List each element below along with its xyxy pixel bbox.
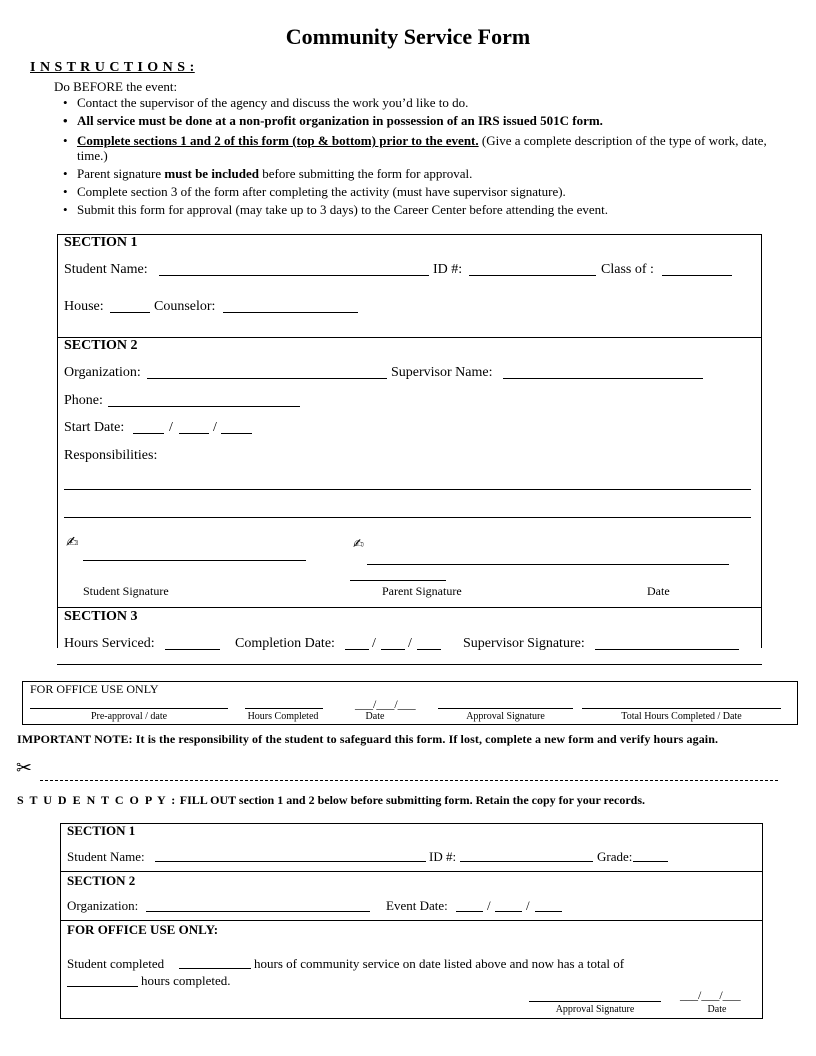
copy-event-month-field[interactable] xyxy=(456,911,483,912)
student-copy-text: FILL OUT section 1 and 2 below before submitting form. Retain the copy for your records. xyxy=(176,793,645,807)
form-right-border xyxy=(761,234,762,648)
instruction-text: Complete sections 1 and 2 of this form (top & bottom) prior to the event. xyxy=(77,133,479,148)
pen-icon: ✍ xyxy=(66,533,79,551)
instruction-item xyxy=(53,133,783,163)
date-separator: / xyxy=(213,420,217,435)
instruction-item xyxy=(53,184,783,199)
section1-heading: SECTION 1 xyxy=(64,235,138,250)
copy-office-heading: FOR OFFICE USE ONLY: xyxy=(67,922,219,937)
student-name-field[interactable] xyxy=(159,275,429,276)
id-field[interactable] xyxy=(469,275,596,276)
approval-signature-caption: Approval Signature xyxy=(466,711,545,722)
completion-date-year-field[interactable] xyxy=(417,649,441,650)
pen-icon: ✍ xyxy=(353,537,364,552)
student-signature-caption: Student Signature xyxy=(83,584,169,598)
copy-id-label: ID #: xyxy=(429,849,457,864)
instruction-item xyxy=(53,202,783,217)
completion-date-label: Completion Date: xyxy=(235,636,335,651)
completion-date-month-field[interactable] xyxy=(345,649,369,650)
instruction-text: must be included xyxy=(164,166,260,181)
instruction-text: (Give a complete description of the type of work, date, time.) xyxy=(77,133,767,163)
instruction-text: Complete section 3 of the form after completing the activity (must have supervisor signature). xyxy=(77,184,566,199)
supervisor-signature-field[interactable] xyxy=(595,649,739,650)
student-copy-lead: S T U D E N T C O P Y : xyxy=(17,793,177,807)
house-field[interactable] xyxy=(110,312,150,313)
class-of-field[interactable] xyxy=(662,275,732,276)
copy-grade-label: Grade: xyxy=(597,849,633,864)
section-divider xyxy=(57,337,762,338)
supervisor-signature-label: Supervisor Signature: xyxy=(463,636,585,651)
house-label: House: xyxy=(64,299,104,314)
instructions-list xyxy=(53,95,783,220)
instruction-item xyxy=(53,113,783,128)
responsibilities-line-2[interactable] xyxy=(64,517,751,518)
scissors-icon: ✂ xyxy=(16,757,32,779)
copy-event-day-field[interactable] xyxy=(495,911,522,912)
copy-event-date-label: Event Date: xyxy=(386,898,448,913)
section-divider xyxy=(60,920,762,921)
hours-completed-field[interactable] xyxy=(245,708,323,709)
date-separator: / xyxy=(169,420,173,435)
copy-total-hours-field[interactable] xyxy=(67,986,138,987)
instruction-text: Parent signature xyxy=(77,166,165,181)
copy-approval-signature-field[interactable] xyxy=(529,1001,661,1002)
instructions-intro: Do BEFORE the event: xyxy=(54,79,178,94)
instruction-text: Contact the supervisor of the agency and discuss the work you’d like to do. xyxy=(77,95,469,110)
office-date-field[interactable]: ___/___/___ xyxy=(355,697,416,711)
hours-completed-caption: Hours Completed xyxy=(247,711,319,722)
copy-approval-date-field[interactable]: ___/___/___ xyxy=(680,988,741,1002)
student-copy-instruction xyxy=(17,793,645,808)
responsibilities-label: Responsibilities: xyxy=(64,448,158,463)
date-separator: / xyxy=(408,636,412,651)
copy-hours-completed-text: hours completed. xyxy=(141,973,231,988)
id-label: ID #: xyxy=(433,262,463,277)
student-name-label: Student Name: xyxy=(64,262,148,277)
date-caption: Date xyxy=(647,584,670,598)
copy-organization-label: Organization: xyxy=(67,898,139,913)
copy-section1-heading: SECTION 1 xyxy=(67,823,136,838)
start-date-year-field[interactable] xyxy=(221,433,252,434)
date-separator: / xyxy=(526,898,530,913)
instruction-item xyxy=(53,95,783,110)
office-date-caption: Date xyxy=(365,711,385,722)
student-signature-field[interactable] xyxy=(83,560,306,561)
parent-signature-caption: Parent Signature xyxy=(382,584,462,598)
phone-field[interactable] xyxy=(108,406,300,407)
counselor-field[interactable] xyxy=(223,312,358,313)
date-separator: / xyxy=(372,636,376,651)
supervisor-name-field[interactable] xyxy=(503,378,703,379)
form-left-border xyxy=(57,234,58,648)
instruction-text: Submit this form for approval (may take up to 3 days) to the Career Center before attending the event. xyxy=(77,202,609,217)
page-title: Community Service Form xyxy=(285,24,531,49)
copy-approval-signature-caption: Approval Signature xyxy=(555,1004,635,1015)
form-bottom-border xyxy=(57,664,762,665)
pre-approval-field[interactable] xyxy=(30,708,228,709)
start-date-month-field[interactable] xyxy=(133,433,164,434)
start-date-label: Start Date: xyxy=(64,420,125,435)
copy-student-name-field[interactable] xyxy=(155,861,426,862)
section2-heading: SECTION 2 xyxy=(64,338,138,353)
class-of-label: Class of : xyxy=(601,262,654,277)
copy-completed-label: Student completed xyxy=(67,956,165,971)
completion-date-day-field[interactable] xyxy=(381,649,405,650)
approval-signature-field[interactable] xyxy=(438,708,573,709)
instruction-item xyxy=(53,166,783,181)
hours-serviced-label: Hours Serviced: xyxy=(64,636,155,651)
copy-date-caption: Date xyxy=(707,1004,727,1015)
instruction-text: All service must be done at a non-profit organization in possession of an IRS issued 501C form. xyxy=(77,113,603,128)
pre-approval-caption: Pre-approval / date xyxy=(90,711,168,722)
copy-organization-field[interactable] xyxy=(146,911,370,912)
copy-section2-heading: SECTION 2 xyxy=(67,873,136,888)
student-copy-box xyxy=(60,823,763,1019)
cut-line xyxy=(40,780,778,781)
form-top-border xyxy=(57,234,762,235)
organization-label: Organization: xyxy=(64,365,141,380)
hours-serviced-field[interactable] xyxy=(165,649,220,650)
copy-event-year-field[interactable] xyxy=(535,911,562,912)
parent-signature-field[interactable] xyxy=(367,564,729,565)
parent-signature-date-field[interactable] xyxy=(350,580,446,581)
total-hours-field[interactable] xyxy=(582,708,781,709)
phone-label: Phone: xyxy=(64,393,103,408)
office-use-heading: FOR OFFICE USE ONLY xyxy=(30,682,159,696)
total-hours-caption: Total Hours Completed / Date xyxy=(621,711,742,722)
section3-heading: SECTION 3 xyxy=(64,609,138,624)
responsibilities-line-1[interactable] xyxy=(64,489,751,490)
organization-field[interactable] xyxy=(147,378,387,379)
copy-hours-field[interactable] xyxy=(179,968,251,969)
copy-id-field[interactable] xyxy=(460,861,593,862)
section-divider xyxy=(60,871,762,872)
copy-student-name-label: Student Name: xyxy=(67,849,145,864)
start-date-day-field[interactable] xyxy=(179,433,209,434)
copy-completed-text: hours of community service on date listed above and now has a total of xyxy=(254,956,625,971)
instruction-text: before submitting the form for approval. xyxy=(259,166,473,181)
instructions-heading: I N S T R U C T I O N S : xyxy=(30,60,195,75)
copy-grade-field[interactable] xyxy=(633,861,668,862)
section-divider xyxy=(57,607,762,608)
counselor-label: Counselor: xyxy=(154,299,216,314)
supervisor-name-label: Supervisor Name: xyxy=(391,365,493,380)
important-note: IMPORTANT NOTE: It is the responsibility of the student to safeguard this form. If lost, complete a new form and verify hours again. xyxy=(17,732,719,746)
date-separator: / xyxy=(487,898,491,913)
